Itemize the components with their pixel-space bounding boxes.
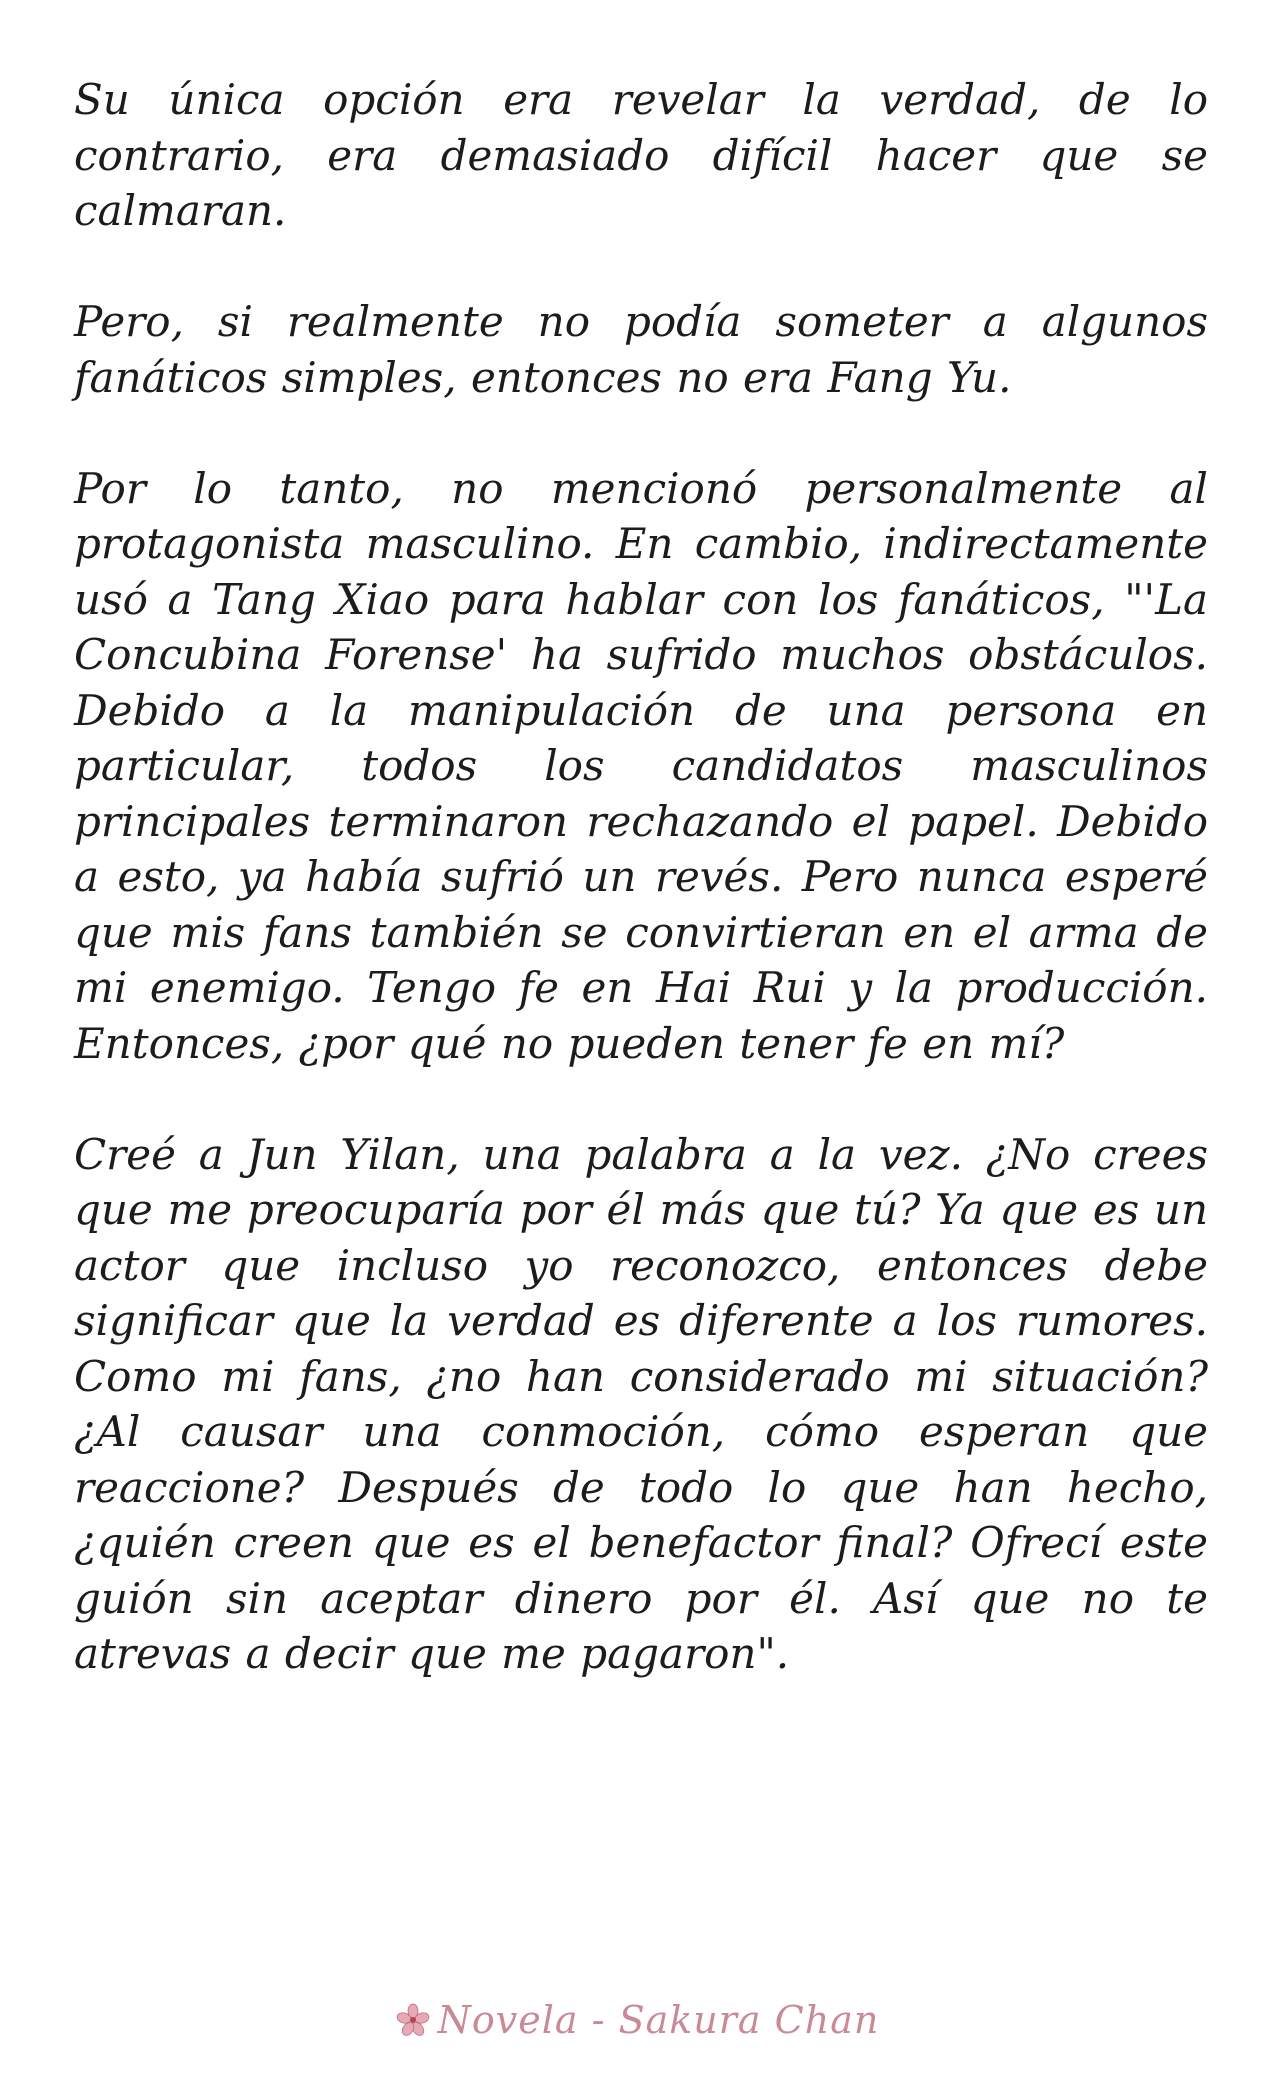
watermark-text: Novela - Sakura Chan [437,1998,880,2042]
paragraph: Creé a Jun Yilan, una palabra a la vez. ¿No crees que me preocuparía por él más que tú? Ya que es un actor que incluso yo reconozco, entonces debe significar que la verdad es diferente a los rumores. Como mi fans, ¿no han considerado mi situación? ¿Al causar una conmoción, cómo esperan que reaccione? Después de todo lo que han hecho, ¿quién creen que es el benefactor final? Ofrecí este guión sin aceptar dinero por él. Así que no te atrevas a decir que me pagaron". [74,1129,1208,1678]
paragraph: Su única opción era revelar la verdad, de lo contrario, era demasiado difícil hacer que se calmaran. [74,75,1208,235]
paragraph: Por lo tanto, no mencionó personalmente al protagonista masculino. En cambio, indirectamente usó a Tang Xiao para hablar con los fanáticos, "'La Concubina Forense' ha sufrido muchos obstáculos. Debido a la manipulación de una persona en particular, todos los candidatos masculinos principales terminaron rechazando el papel. Debido a esto, ya había sufrió un revés. Pero nunca esperé que mis fans también se convirtieran en el arma de mi enemigo. Tengo fe en Hai Rui y la producción. Entonces, ¿por qué no pueden tener fe en mí? [74,463,1208,1068]
sakura-flower-icon [396,2003,430,2037]
watermark-footer [0,1990,1275,2050]
document-body [74,72,1208,1737]
paragraph: Pero, si realmente no podía someter a algunos fanáticos simples, entonces no era Fang Yu. [74,297,1208,402]
